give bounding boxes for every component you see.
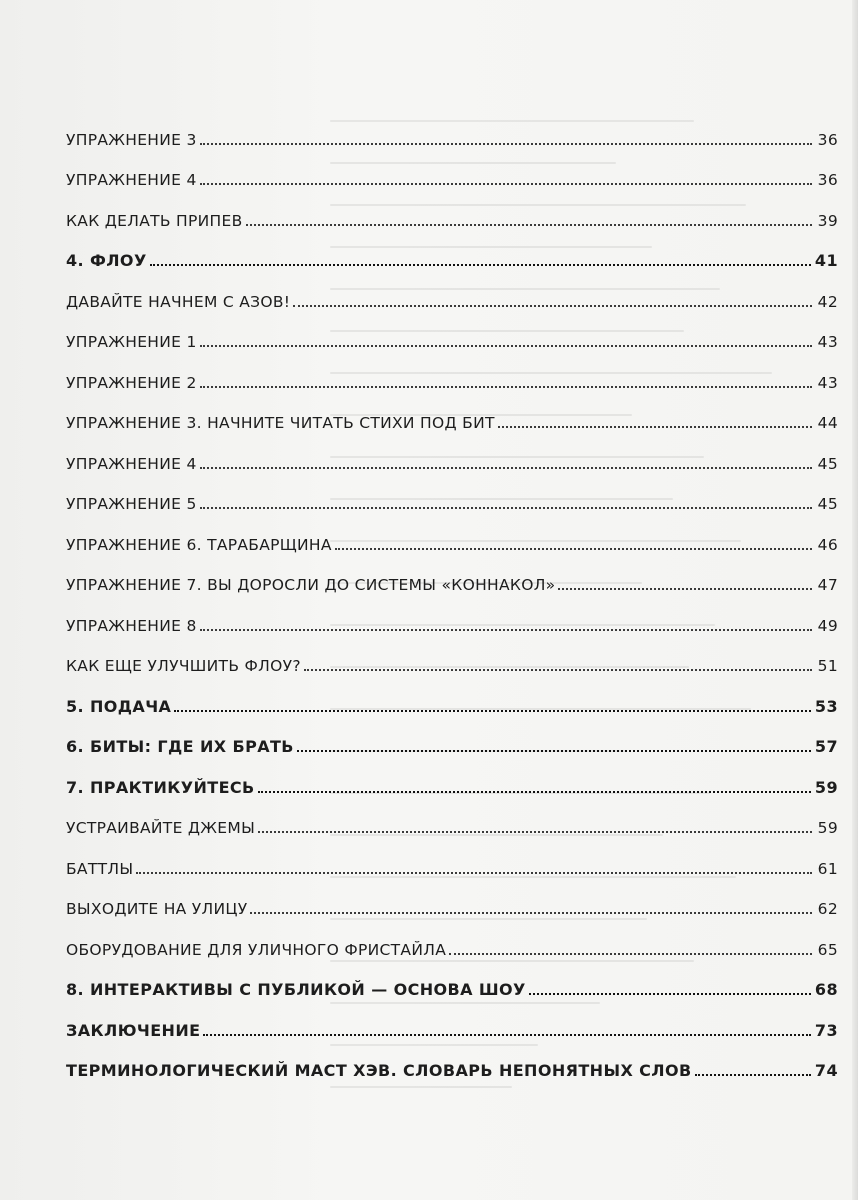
toc-entry-title: УПРАЖНЕНИЕ 3. НАЧНИТЕ ЧИТАТЬ СТИХИ ПОД БИТ bbox=[66, 414, 495, 432]
dot-leader bbox=[150, 264, 811, 266]
toc-page-number: 43 bbox=[817, 333, 838, 351]
toc-entry bbox=[66, 918, 838, 959]
toc-page-number: 43 bbox=[817, 373, 838, 392]
dot-leader bbox=[498, 426, 812, 428]
toc-entry bbox=[66, 837, 838, 878]
toc-page-number: 44 bbox=[817, 414, 838, 432]
toc-page-number: 73 bbox=[814, 1020, 838, 1040]
dot-leader bbox=[250, 912, 812, 914]
toc-entry-title: УПРАЖНЕНИЕ 1 bbox=[66, 333, 197, 351]
toc-page-number: 57 bbox=[814, 737, 838, 756]
toc-entry-title: ОБОРУДОВАНИЕ ДЛЯ УЛИЧНОГО ФРИСТАЙЛА bbox=[66, 940, 447, 959]
page-edge-shadow bbox=[852, 0, 858, 1200]
toc-page-number: 59 bbox=[817, 819, 838, 837]
toc-page-number: 39 bbox=[817, 211, 838, 230]
toc-entry-title: ВЫХОДИТЕ НА УЛИЦУ bbox=[66, 900, 248, 918]
dot-leader bbox=[174, 710, 811, 712]
dot-leader bbox=[335, 548, 812, 550]
toc-page-number: 41 bbox=[814, 251, 838, 270]
toc-chapter-entry bbox=[66, 230, 838, 271]
toc-entry-title: УПРАЖНЕНИЕ 5 bbox=[66, 495, 197, 513]
toc-page-number: 65 bbox=[817, 940, 838, 959]
toc-chapter-entry bbox=[66, 999, 838, 1040]
dot-leader bbox=[200, 507, 812, 509]
toc-page-number: 51 bbox=[817, 657, 838, 675]
toc-entry-title: УПРАЖНЕНИЕ 2 bbox=[66, 373, 197, 392]
toc-entry bbox=[66, 473, 838, 514]
dot-leader bbox=[200, 629, 812, 631]
toc-entry bbox=[66, 351, 838, 392]
toc-page-number: 53 bbox=[814, 696, 838, 716]
toc-entry bbox=[66, 432, 838, 473]
toc-page-number: 61 bbox=[817, 859, 838, 878]
dot-leader bbox=[297, 750, 811, 752]
toc-entry-title: УПРАЖНЕНИЕ 4 bbox=[66, 454, 197, 473]
toc-entry-title: УСТРАИВАЙТЕ ДЖЕМЫ bbox=[66, 819, 256, 837]
toc-entry bbox=[66, 513, 838, 554]
toc-entry-title: УПРАЖНЕНИЕ 8 bbox=[66, 616, 197, 635]
toc-page-number: 45 bbox=[817, 495, 838, 513]
table-of-contents bbox=[66, 108, 838, 1080]
toc-entry bbox=[66, 392, 838, 433]
toc-chapter-entry bbox=[66, 716, 838, 757]
toc-page-number: 42 bbox=[817, 292, 838, 311]
toc-entry-title: КАК ДЕЛАТЬ ПРИПЕВ bbox=[66, 211, 243, 230]
toc-entry bbox=[66, 554, 838, 595]
toc-entry bbox=[66, 635, 838, 676]
toc-page-number: 62 bbox=[817, 900, 838, 918]
toc-entry bbox=[66, 149, 838, 190]
toc-page-number: 45 bbox=[817, 454, 838, 473]
toc-page-number: 47 bbox=[817, 576, 838, 594]
dot-leader bbox=[558, 588, 812, 590]
toc-entry-title: 7. ПРАКТИКУЙТЕСЬ bbox=[66, 777, 255, 797]
dot-leader bbox=[200, 386, 812, 388]
toc-entry bbox=[66, 108, 838, 149]
toc-entry-title: КАК ЕЩЕ УЛУЧШИТЬ ФЛОУ? bbox=[66, 657, 301, 675]
toc-entry-title: 6. БИТЫ: ГДЕ ИХ БРАТЬ bbox=[66, 737, 294, 756]
toc-entry bbox=[66, 311, 838, 352]
toc-chapter-entry bbox=[66, 959, 838, 1000]
toc-page-number: 36 bbox=[817, 130, 838, 149]
toc-entry bbox=[66, 189, 838, 230]
dot-leader bbox=[200, 345, 812, 347]
dot-leader bbox=[449, 953, 812, 955]
toc-entry-title: УПРАЖНЕНИЕ 6. ТАРАБАРЩИНА bbox=[66, 535, 332, 554]
toc-page-number: 49 bbox=[817, 616, 838, 635]
dot-leader bbox=[203, 1034, 810, 1036]
toc-entry bbox=[66, 878, 838, 919]
toc-page-number: 68 bbox=[814, 980, 838, 999]
dot-leader bbox=[200, 183, 812, 185]
toc-entry-title: УПРАЖНЕНИЕ 3 bbox=[66, 130, 197, 149]
toc-entry-title: УПРАЖНЕНИЕ 4 bbox=[66, 171, 197, 189]
dot-leader bbox=[200, 467, 812, 469]
toc-page-number: 59 bbox=[814, 777, 838, 797]
dot-leader bbox=[246, 224, 812, 226]
toc-page-number: 46 bbox=[817, 535, 838, 554]
toc-page-number: 36 bbox=[817, 171, 838, 189]
toc-entry-title: ТЕРМИНОЛОГИЧЕСКИЙ МАСТ ХЭВ. СЛОВАРЬ НЕПОНЯТНЫХ СЛОВ bbox=[66, 1061, 692, 1080]
toc-entry-title: БАТТЛЫ bbox=[66, 859, 134, 878]
dot-leader bbox=[258, 831, 812, 833]
toc-entry bbox=[66, 270, 838, 311]
dot-leader bbox=[695, 1074, 811, 1076]
toc-entry bbox=[66, 797, 838, 838]
toc-chapter-entry bbox=[66, 675, 838, 716]
toc-entry-title: 5. ПОДАЧА bbox=[66, 696, 172, 716]
toc-entry-title: 8. ИНТЕРАКТИВЫ С ПУБЛИКОЙ — ОСНОВА ШОУ bbox=[66, 980, 526, 999]
toc-chapter-entry bbox=[66, 756, 838, 797]
dot-leader bbox=[529, 993, 811, 995]
dot-leader bbox=[293, 305, 812, 307]
toc-entry-title: ЗАКЛЮЧЕНИЕ bbox=[66, 1020, 201, 1040]
dot-leader bbox=[136, 872, 812, 874]
toc-entry-title: 4. ФЛОУ bbox=[66, 251, 147, 270]
toc-entry bbox=[66, 594, 838, 635]
toc-entry-title: УПРАЖНЕНИЕ 7. ВЫ ДОРОСЛИ ДО СИСТЕМЫ «КОННАКОЛ» bbox=[66, 576, 556, 594]
dot-leader bbox=[304, 669, 812, 671]
toc-entry-title: ДАВАЙТЕ НАЧНЕМ С АЗОВ! bbox=[66, 292, 291, 311]
dot-leader bbox=[258, 791, 811, 793]
toc-page-number: 74 bbox=[814, 1061, 838, 1080]
toc-chapter-entry bbox=[66, 1040, 838, 1081]
dot-leader bbox=[200, 143, 812, 145]
